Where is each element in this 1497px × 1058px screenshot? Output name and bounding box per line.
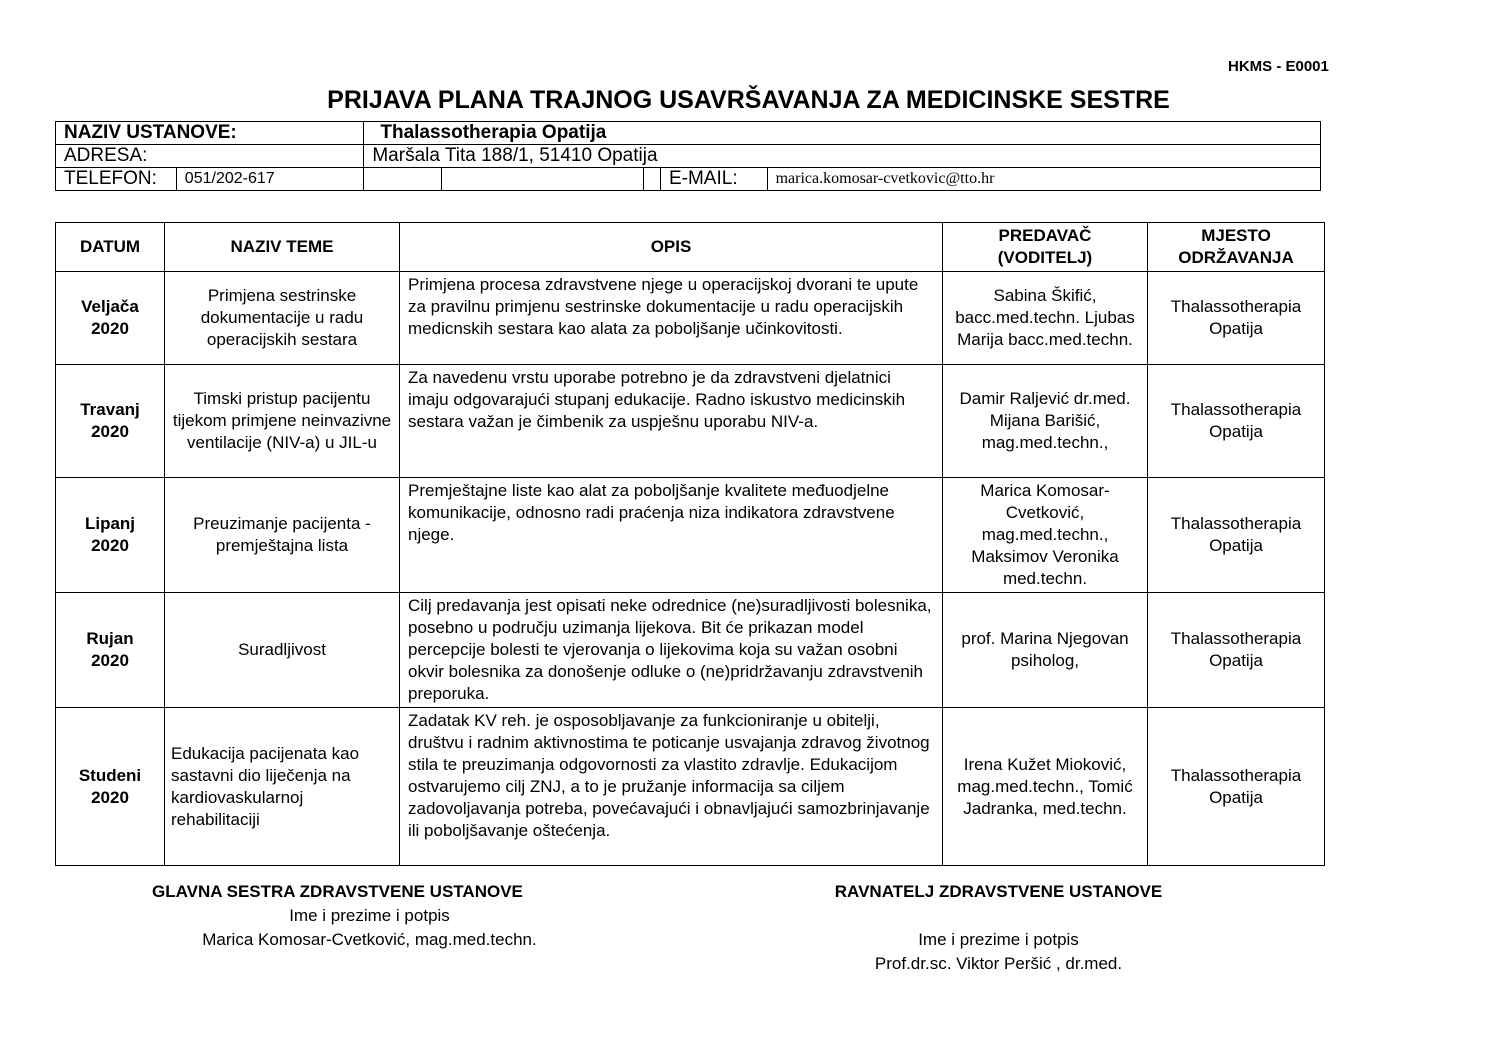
lecturer-cell: Irena Kužet Mioković, mag.med.techn., Tomić Jadranka, med.techn. — [943, 708, 1148, 866]
institution-info-table — [55, 121, 1321, 191]
institution-name-label: NAZIV USTANOVE: — [56, 122, 364, 145]
table-row — [56, 478, 1325, 593]
description-cell: Za navedenu vrstu uporabe potrebno je da zdravstveni djelatnici imaju odgovarajući stupanj edukacije. Radno iskustvo medicinskih sestara važan je čimbenik za uspješnu uporabu NIV-a. — [400, 365, 943, 478]
column-header-location: MJESTO ODRŽAVANJA — [1148, 223, 1325, 272]
director-heading: RAVNATELJ ZDRAVSTVENE USTANOVE — [834, 882, 1163, 901]
address-value: Maršala Tita 188/1, 51410 Opatija — [364, 145, 1321, 168]
table-row — [56, 272, 1325, 365]
head-nurse-heading: GLAVNA SESTRA ZDRAVSTVENE USTANOVE — [152, 882, 523, 901]
date-cell — [56, 365, 165, 478]
director-caption: Ime i prezime i potpis — [918, 930, 1079, 949]
institution-name-row — [56, 122, 1321, 145]
month: Veljača — [81, 297, 139, 316]
empty-cell — [643, 168, 660, 191]
month: Travanj — [80, 400, 140, 419]
date-cell — [56, 593, 165, 708]
institution-name-value: Thalassotherapia Opatija — [364, 122, 1321, 145]
topic-cell: Primjena sestrinske dokumentacije u radu operacijskih sestara — [165, 272, 400, 365]
description-cell: Zadatak KV reh. je osposobljavanje za funkcioniranje u obitelji, društvu i radnim aktivnostima te poticanje usvajanja zdravog životnog stila te preuzimanja odgovornosti za vlastito zdravlje. Edukacijom ostvarujemo cilj ZNJ, a to je pružanje informacija sa ciljem zadovoljavanja potreba, povećavajući i obnavljajući samozbrinjavanje ili poboljšavanje oštećenja. — [400, 708, 943, 866]
table-row — [56, 593, 1325, 708]
table-row — [56, 365, 1325, 478]
column-header-topic: NAZIV TEME — [165, 223, 400, 272]
column-header-date: DATUM — [56, 223, 165, 272]
location-cell: Thalassotherapia Opatija — [1148, 272, 1325, 365]
description-cell: Cilj predavanja jest opisati neke odrednice (ne)suradljivosti bolesnika, posebno u području uzimanja lijekova. Bit će prikazan model percepcije bolesti te vjerovanja o lijekovima koja su važan osobni okvir bolesnika za donošenje odluke o (ne)pridržavanju zdravstvenih preporuka. — [400, 593, 943, 708]
date-cell — [56, 708, 165, 866]
lecturer-cell: prof. Marina Njegovan psiholog, — [943, 593, 1148, 708]
column-header-lecturer: PREDAVAČ (VODITELJ) — [943, 223, 1148, 272]
year: 2020 — [91, 319, 129, 338]
location-cell: Thalassotherapia Opatija — [1148, 708, 1325, 866]
address-label: ADRESA: — [56, 145, 364, 168]
month: Lipanj — [84, 514, 136, 533]
email-label: E-MAIL: — [660, 168, 767, 191]
description-cell: Primjena procesa zdravstvene njege u operacijskoj dvorani te upute za pravilnu primjenu sestrinske dokumentacije u radu operacijskih medicnskih sestara kao alata za poboljšanje učinkovitosti. — [400, 272, 943, 365]
email-value: marica.komosar-cvetkovic@tto.hr — [767, 168, 1320, 191]
phone-value: 051/202-617 — [176, 168, 364, 191]
topic-cell: Edukacija pacijenata kao sastavni dio liječenja na kardiovaskularnoj rehabilitaciji — [165, 708, 400, 866]
empty-cell — [442, 168, 644, 191]
year: 2020 — [91, 787, 129, 807]
year: 2020 — [91, 651, 129, 670]
table-header-row — [56, 223, 1325, 272]
date-cell — [56, 272, 165, 365]
topic-cell: Timski pristup pacijentu tijekom primjene neinvazivne ventilacije (NIV-a) u JIL-u — [165, 365, 400, 478]
column-header-description: OPIS — [400, 223, 943, 272]
address-row — [56, 145, 1321, 168]
year: 2020 — [91, 422, 129, 441]
location-cell: Thalassotherapia Opatija — [1148, 365, 1325, 478]
table-row — [56, 708, 1325, 866]
lecturer-cell: Damir Raljević dr.med. Mijana Barišić, mag.med.techn., — [943, 365, 1148, 478]
month: Studeni — [78, 765, 142, 785]
year: 2020 — [91, 536, 129, 555]
month: Rujan — [86, 629, 134, 648]
head-nurse-signature-block — [152, 880, 587, 952]
head-nurse-caption: Ime i prezime i potpis — [289, 906, 450, 925]
date-cell — [56, 478, 165, 593]
page-title: PRIJAVA PLANA TRAJNOG USAVRŠAVANJA ZA MEDICINSKE SESTRE — [327, 86, 1170, 114]
form-code: HKMS - E0001 — [1228, 58, 1329, 75]
description-cell: Premještajne liste kao alat za poboljšanje kvalitete međuodjelne komunikacije, odnosno radi praćenja niza indikatora zdravstvene njege. — [400, 478, 943, 593]
topic-cell: Preuzimanje pacijenta - premještajna lista — [165, 478, 400, 593]
director-signature-block — [806, 880, 1191, 976]
education-plan-table — [55, 222, 1325, 866]
topic-cell: Suradljivost — [165, 593, 400, 708]
lecturer-cell: Marica Komosar-Cvetković, mag.med.techn., Maksimov Veronika med.techn. — [943, 478, 1148, 593]
lecturer-cell: Sabina Škifić, bacc.med.techn. Ljubas Marija bacc.med.techn. — [943, 272, 1148, 365]
head-nurse-name: Marica Komosar-Cvetković, mag.med.techn. — [202, 930, 537, 949]
location-cell: Thalassotherapia Opatija — [1148, 478, 1325, 593]
signature-spacer — [806, 904, 1191, 928]
phone-label: TELEFON: — [56, 168, 177, 191]
empty-cell — [364, 168, 442, 191]
director-name: Prof.dr.sc. Viktor Peršić , dr.med. — [874, 954, 1123, 973]
location-cell: Thalassotherapia Opatija — [1148, 593, 1325, 708]
contact-row — [56, 168, 1321, 191]
